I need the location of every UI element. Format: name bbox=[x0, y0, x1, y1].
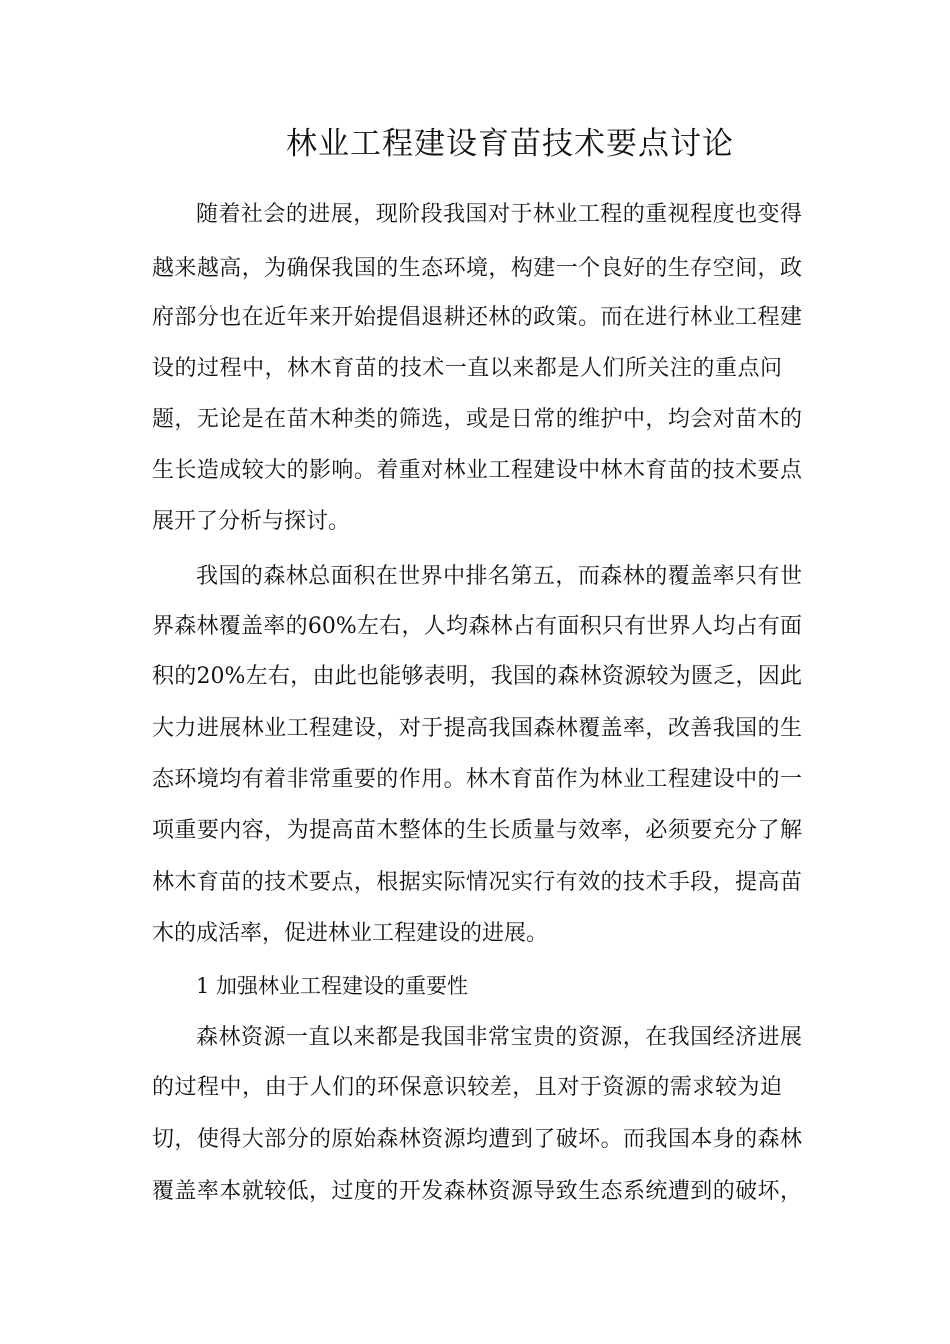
document-title: 林业工程建设育苗技术要点讨论 bbox=[286, 126, 734, 162]
paragraph-1-line-1: 随着社会的进展，现阶段我国对于林业工程的重视程度也变得 bbox=[196, 202, 802, 227]
paragraph-1-line-2: 越来越高，为确保我国的生态环境，构建一个良好的生存空间，政 bbox=[152, 256, 802, 281]
paragraph-1-line-3: 府部分也在近年来开始提倡退耕还林的政策。而在进行林业工程建 bbox=[152, 305, 802, 330]
paragraph-1-line-4: 设的过程中，林木育苗的技术一直以来都是人们所关注的重点问 bbox=[152, 356, 782, 381]
paragraph-1-line-7: 展开了分析与探讨。 bbox=[152, 509, 351, 534]
paragraph-2-line-2: 界森林覆盖率的60%左右，人均森林占有面积只有世界人均占有面 bbox=[152, 614, 802, 639]
paragraph-2-line-6: 项重要内容，为提高苗木整体的生长质量与效率，必须要充分了解 bbox=[152, 818, 802, 843]
paragraph-2-line-4: 大力进展林业工程建设，对于提高我国森林覆盖率，改善我国的生 bbox=[152, 716, 802, 741]
paragraph-2-line-1: 我国的森林总面积在世界中排名第五，而森林的覆盖率只有世 bbox=[196, 564, 802, 589]
paragraph-2-line-8: 木的成活率，促进林业工程建设的进展。 bbox=[152, 921, 549, 946]
paragraph-1-line-5: 题，无论是在苗木种类的筛选，或是日常的维护中，均会对苗木的 bbox=[152, 407, 802, 432]
paragraph-2-line-3: 积的20%左右，由此也能够表明，我国的森林资源较为匮乏，因此 bbox=[152, 664, 802, 689]
paragraph-3-line-2: 的过程中，由于人们的环保意识较差，且对于资源的需求较为迫 bbox=[152, 1075, 782, 1100]
paragraph-2-line-7: 林木育苗的技术要点，根据实际情况实行有效的技术手段，提高苗 bbox=[152, 870, 802, 895]
paragraph-2-line-5: 态环境均有着非常重要的作用。林木育苗作为林业工程建设中的一 bbox=[152, 767, 802, 792]
paragraph-3-line-3: 切，使得大部分的原始森林资源均遭到了破坏。而我国本身的森林 bbox=[152, 1127, 802, 1152]
section-heading-1: 1 加强林业工程建设的重要性 bbox=[196, 974, 469, 998]
paragraph-3-line-1: 森林资源一直以来都是我国非常宝贵的资源，在我国经济进展 bbox=[196, 1025, 802, 1050]
paragraph-1-line-6: 生长造成较大的影响。着重对林业工程建设中林木育苗的技术要点 bbox=[152, 458, 802, 483]
paragraph-3-line-4: 覆盖率本就较低，过度的开发森林资源导致生态系统遭到的破坏， bbox=[152, 1179, 802, 1204]
